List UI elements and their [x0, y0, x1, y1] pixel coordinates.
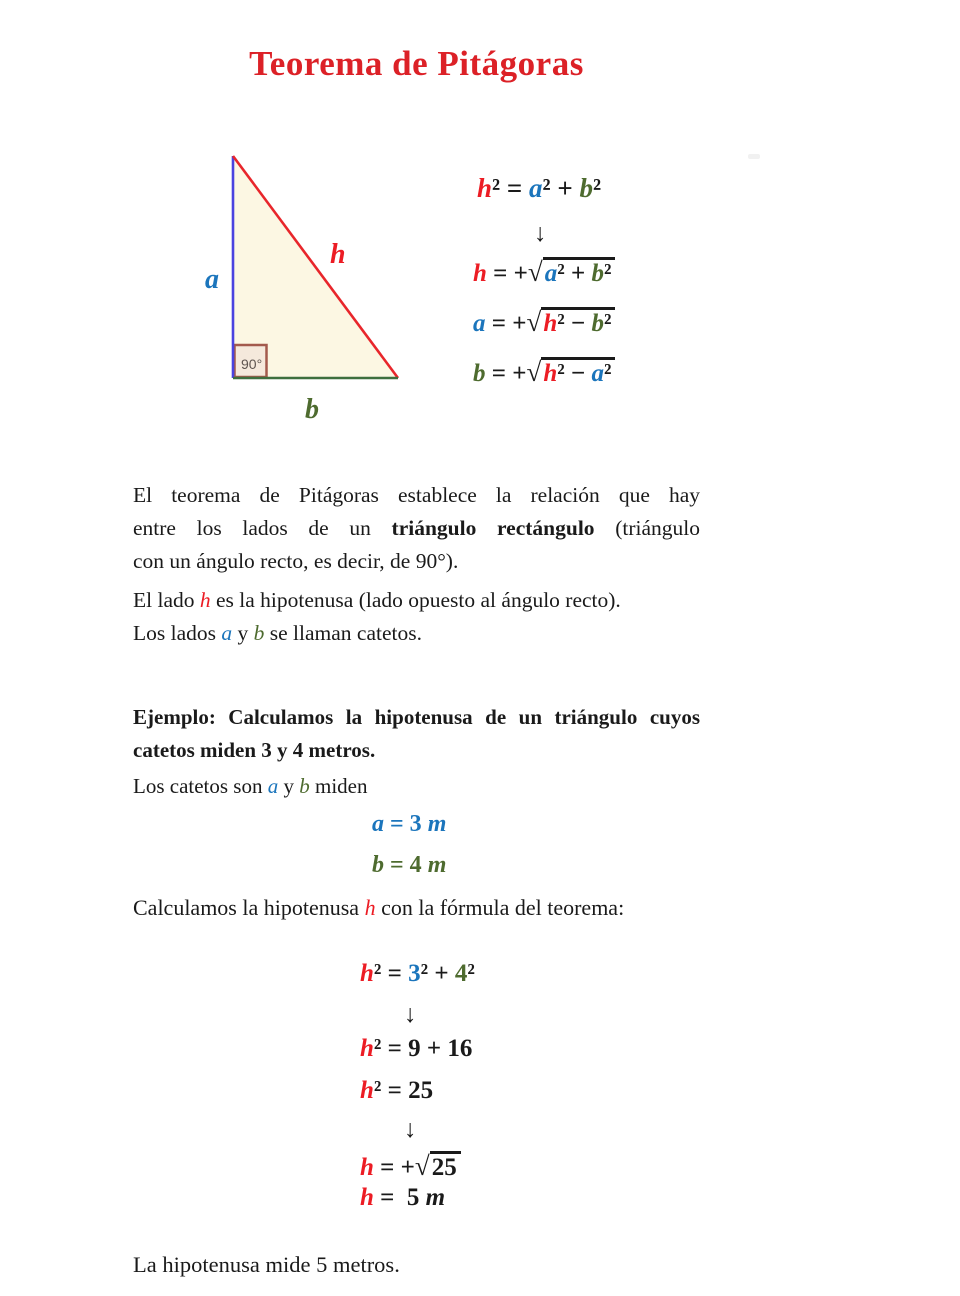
hypotenuse-h-label: h	[330, 239, 346, 270]
paragraph-line: Los lados a y b se llaman catetos.	[133, 621, 422, 645]
example-intro: Los catetos son a y b miden	[133, 774, 368, 798]
example-heading-line: Ejemplo: Calculamos la hipotenusa de un triángulo cuyos	[133, 705, 700, 729]
side-a-label: a	[205, 264, 219, 295]
conclusion-text: La hipotenusa mide 5 metros.	[133, 1252, 400, 1277]
right-angle-label: 90°	[241, 356, 263, 372]
paragraph-line: El lado h es la hipotenusa (lado opuesto al ángulo recto).	[133, 588, 621, 612]
step-1-equation: h² = 3² + 4²	[360, 960, 475, 987]
calculation-intro: Calculamos la hipotenusa h con la fórmula del teorema:	[133, 895, 625, 920]
base-b-label: b	[305, 394, 319, 425]
given-a-equation: a = 3 m	[372, 811, 447, 837]
down-arrow-icon: ↓	[534, 220, 547, 247]
formula-solve-b: b = +√h² − a²	[473, 356, 615, 389]
step-4-equation: h = +√25	[360, 1150, 461, 1183]
step-5-equation: h = 5 m	[360, 1184, 446, 1211]
step-2-equation: h² = 9 + 16	[360, 1035, 473, 1062]
page-title: Teorema de Pitágoras	[249, 44, 584, 83]
step-3-equation: h² = 25	[360, 1077, 434, 1104]
paragraph-line: entre los lados de un triángulo rectángulo (triángulo	[133, 516, 700, 540]
paragraph-theorem	[133, 479, 700, 578]
paragraph-line: con un ángulo recto, es decir, de 90°).	[133, 549, 459, 573]
paragraph-sides	[133, 584, 700, 650]
formula-solve-a: a = +√h² − b²	[473, 306, 615, 339]
formula-pythagoras: h² = a² + b²	[477, 173, 602, 203]
paragraph-line: El teorema de Pitágoras establece la relación que hay	[133, 483, 700, 507]
faint-artifact-mark	[748, 154, 760, 159]
right-triangle-figure	[175, 133, 405, 433]
example-heading	[133, 701, 700, 767]
example-heading-line: catetos miden 3 y 4 metros.	[133, 738, 376, 762]
given-b-equation: b = 4 m	[372, 852, 447, 878]
down-arrow-icon: ↓	[404, 1001, 417, 1028]
formula-solve-h: h = +√a² + b²	[473, 256, 615, 289]
down-arrow-icon: ↓	[404, 1116, 417, 1143]
